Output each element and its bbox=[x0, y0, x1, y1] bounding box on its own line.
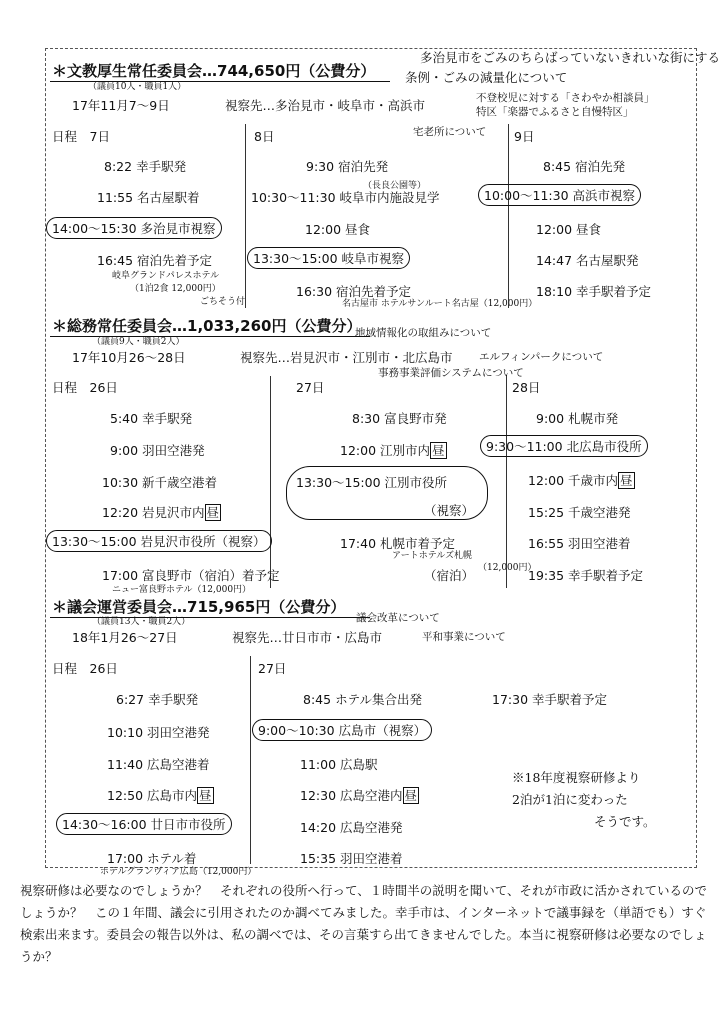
schedule-entry: （宿泊） bbox=[424, 568, 475, 583]
committee-2-members: （議員9人・職員2人） bbox=[92, 337, 185, 347]
schedule-entry: 9:00 札幌市発 bbox=[536, 411, 619, 426]
schedule-entry-circled: 14:00〜15:30 多治見市視察 bbox=[46, 217, 222, 239]
committee-3-title: ＊議会運営委員会…715,965円（公費分） bbox=[52, 598, 346, 616]
handwritten-note: 地域情報化の取組みについて bbox=[355, 327, 492, 339]
schedule-entry: 17:30 幸手駅着予定 bbox=[492, 692, 608, 707]
schedule-entry: 12:00 千歳市内 昼 bbox=[528, 473, 633, 488]
schedule-entry-circled: 14:30〜16:00 廿日市市役所 bbox=[56, 813, 232, 835]
handwritten-remark: 2泊が1泊に変わった bbox=[512, 792, 628, 807]
handwritten-note: ごちそう付 bbox=[200, 297, 246, 307]
committee-1-visit: 視察先…多治見市・岐阜市・高浜市 bbox=[225, 98, 426, 113]
schedule-entry: 5:40 幸手駅発 bbox=[110, 411, 193, 426]
handwritten-remark: そうです。 bbox=[594, 814, 656, 829]
column-divider bbox=[270, 376, 271, 588]
day-label: 27日 bbox=[296, 380, 325, 395]
committee-3-members: （議員13人・職員2人） bbox=[92, 617, 191, 627]
day-label: 28日 bbox=[512, 380, 541, 395]
handwritten-remark: ※18年度視察研修より bbox=[512, 770, 641, 785]
committee-3-visit: 視察先…廿日市市・広島市 bbox=[232, 630, 383, 645]
schedule-entry: 18:10 幸手駅着予定 bbox=[536, 284, 652, 299]
schedule-entry-circled: 9:30〜11:00 北広島市役所 bbox=[480, 435, 648, 457]
schedule-entry: 11:40 広島空港着 bbox=[107, 757, 210, 772]
column-divider bbox=[506, 376, 507, 588]
lunch-marker: 昼 bbox=[432, 443, 445, 458]
schedule-entry: 15:25 千歳空港発 bbox=[528, 505, 631, 520]
schedule-entry: 12:20 岩見沢市内 昼 bbox=[102, 505, 220, 520]
schedule-entry-circled: 13:30〜15:00 岩見沢市役所（視察） bbox=[46, 530, 272, 552]
schedule-entry: 17:00 富良野市（宿泊）着予定 bbox=[102, 568, 280, 583]
handwritten-note: 事務事業評価システムについて bbox=[378, 367, 524, 379]
schedule-entry: 8:45 宿泊先発 bbox=[543, 159, 626, 174]
day-label: 日程 26日 bbox=[52, 380, 118, 395]
schedule-entry: 12:30 広島空港内 昼 bbox=[300, 788, 418, 803]
committee-1-period: 17年11月7〜9日 bbox=[72, 98, 170, 113]
handwritten-note: 宅老所について bbox=[413, 126, 487, 138]
schedule-entry: 12:00 江別市内 昼 bbox=[340, 443, 445, 458]
handwritten-note: 多治見市をごみのちらばっていないきれいな街にする bbox=[420, 50, 721, 65]
day-label: 9日 bbox=[514, 129, 535, 144]
handwritten-note: ニュー富良野ホテル（12,000円） bbox=[112, 585, 252, 595]
handwritten-note: 平和事業について bbox=[422, 631, 506, 643]
committee-1-title: ＊文教厚生常任委員会…744,650円（公費分） bbox=[52, 62, 376, 80]
schedule-entry-circled: 9:00〜10:30 広島市（視察） bbox=[252, 719, 432, 741]
schedule-entry-circled: 13:30〜15:00 岐阜市視察 bbox=[247, 247, 410, 269]
schedule-entry: 14:20 広島空港発 bbox=[300, 820, 403, 835]
day-label: 日程 7日 bbox=[52, 129, 110, 144]
handwritten-note: （12,000円） bbox=[478, 563, 537, 573]
handwritten-note: （1泊2食 12,000円） bbox=[130, 284, 221, 294]
schedule-entry: 19:35 幸手駅着予定 bbox=[528, 568, 644, 583]
handwritten-note: 議会改革について bbox=[356, 612, 440, 624]
schedule-entry: 9:00 羽田空港発 bbox=[110, 443, 205, 458]
handwritten-note: 特区「楽器でふるさと自慢特区」 bbox=[476, 106, 634, 118]
committee-1-members: （議員10人・職員1人） bbox=[88, 82, 187, 92]
schedule-entry: 12:00 昼食 bbox=[536, 222, 602, 237]
schedule-entry: 11:55 名古屋駅着 bbox=[97, 190, 200, 205]
schedule-entry: 12:50 広島市内 昼 bbox=[107, 788, 212, 803]
handwritten-note: エルフィンパークについて bbox=[479, 351, 604, 363]
closing-paragraph: 視察研修は必要なのでしょうか？ それぞれの役所へ行って、１時間半の説明を聞いて、それが市政に活かされているのでしょうか？ この１年間、議会に引用されたのか調べてみました。幸手市は、インターネットで議事録を（単語でも）すぐ検索出来ます。委員会の報告以外は、私の調べでは、その言葉すら出てきませんでした。本当に視察研修は必要なのでしょうか？ bbox=[20, 883, 708, 964]
handwritten-note: 不登校児に対する「さわやか相談員」 bbox=[476, 92, 655, 104]
schedule-entry: 17:00 ホテル着 bbox=[107, 851, 197, 866]
lunch-marker: 昼 bbox=[206, 505, 220, 520]
committee-3-period: 18年1月26〜27日 bbox=[72, 630, 178, 645]
day-label: 8日 bbox=[254, 129, 275, 144]
schedule-entry: 14:47 名古屋駅発 bbox=[536, 253, 639, 268]
lunch-marker: 昼 bbox=[404, 788, 418, 803]
day-label: 日程 26日 bbox=[52, 661, 118, 676]
column-divider bbox=[245, 124, 246, 308]
schedule-entry: 10:30 新千歳空港着 bbox=[102, 475, 218, 490]
handwritten-note: アートホテルズ札幌 bbox=[392, 551, 473, 561]
handwritten-note: 名古屋市 ホテルサンルート名古屋（12,000円） bbox=[342, 299, 538, 309]
schedule-entry: （視察） bbox=[424, 503, 475, 518]
schedule-entry: 16:55 羽田空港着 bbox=[528, 536, 631, 551]
schedule-entry: 6:27 幸手駅発 bbox=[116, 692, 199, 707]
column-divider bbox=[508, 124, 509, 308]
schedule-entry: 10:10 羽田空港発 bbox=[107, 725, 210, 740]
schedule-entry: 11:00 広島駅 bbox=[300, 757, 378, 772]
schedule-entry: 12:00 昼食 bbox=[305, 222, 371, 237]
lunch-marker: 昼 bbox=[199, 788, 212, 803]
schedule-entry: 8:30 富良野市発 bbox=[352, 411, 447, 426]
schedule-entry: 8:45 ホテル集合出発 bbox=[303, 692, 422, 707]
schedule-entry: 13:30〜15:00 江別市役所 bbox=[296, 475, 448, 490]
schedule-entry: 16:30 宿泊先着予定 bbox=[296, 284, 412, 299]
schedule-entry: 16:45 宿泊先着予定 bbox=[97, 253, 213, 268]
schedule-entry: 10:30〜11:30 岐阜市内施設見学 bbox=[251, 190, 440, 205]
column-divider bbox=[250, 656, 251, 864]
day-label: 27日 bbox=[258, 661, 287, 676]
lunch-marker: 昼 bbox=[620, 473, 633, 488]
handwritten-note: 岐阜グランドパレスホテル bbox=[112, 271, 220, 281]
schedule-entry: 17:40 札幌市着予定 bbox=[340, 536, 456, 551]
committee-2-period: 17年10月26〜28日 bbox=[72, 350, 186, 365]
committee-2-title: ＊総務常任委員会…1,033,260円（公費分） bbox=[52, 317, 362, 335]
schedule-entry: 15:35 羽田空港着 bbox=[300, 851, 403, 866]
schedule-entry: 8:22 幸手駅発 bbox=[104, 159, 187, 174]
handwritten-note: ホテルグランヴィア広島（12,000円） bbox=[100, 867, 257, 877]
schedule-entry: 9:30 宿泊先発 bbox=[306, 159, 389, 174]
schedule-entry-circled: 10:00〜11:30 高浜市視察 bbox=[478, 184, 641, 206]
handwritten-note: （長良公園等） bbox=[363, 181, 427, 191]
handwritten-note: 条例・ごみの減量化について bbox=[405, 70, 568, 85]
committee-2-visit: 視察先…岩見沢市・江別市・北広島市 bbox=[240, 350, 453, 365]
